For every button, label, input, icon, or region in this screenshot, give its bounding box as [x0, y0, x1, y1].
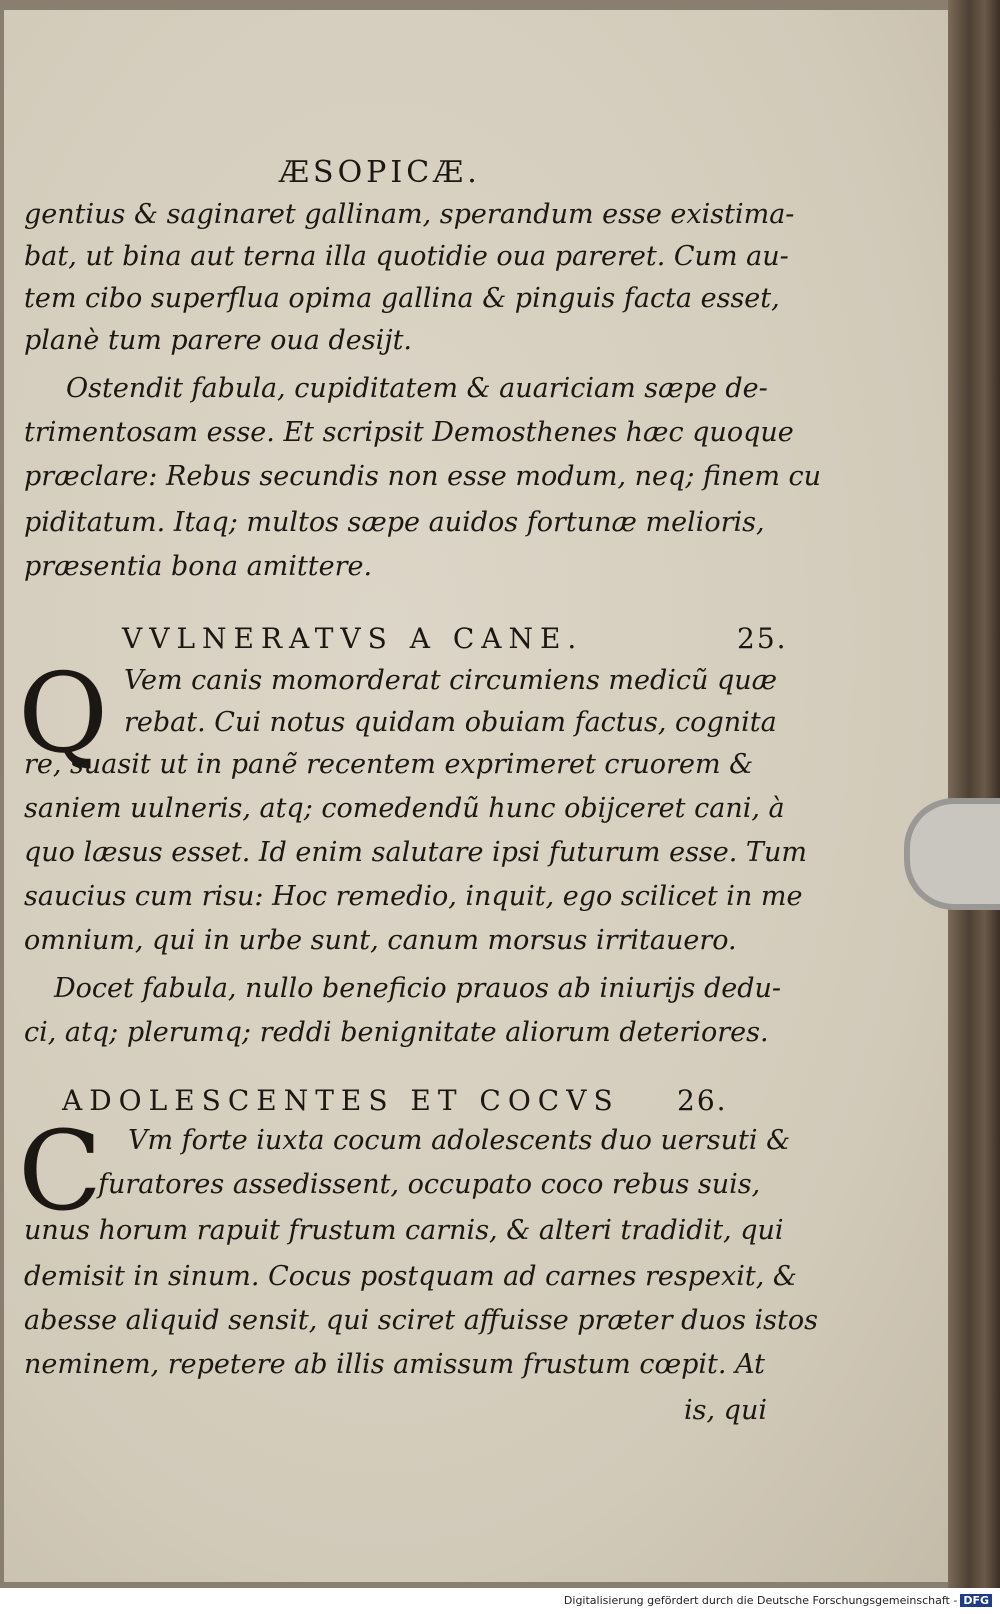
fable-heading: [62, 1084, 728, 1117]
moral-line: piditatum. Itaq; multos sæpe auidos fortunæ melioris,: [24, 507, 765, 538]
fable-heading: [122, 622, 788, 655]
text-line: rebat. Cui notus quidam obuiam factus, cognita: [124, 707, 777, 738]
text-line: Vm forte iuxta cocum adolescents duo uersuti &: [128, 1125, 791, 1156]
text-line: gentius & saginaret gallinam, sperandum esse existima-: [24, 199, 795, 230]
book-page: [4, 10, 954, 1582]
text-line: re, suasit ut in panẽ recentem exprimeret cruorem &: [24, 749, 754, 780]
drop-capital: C: [18, 1107, 103, 1235]
drop-capital: Q: [18, 649, 109, 777]
text-line: omnium, qui in urbe sunt, canum morsus irritauero.: [24, 925, 737, 956]
text-line: bat, ut bina aut terna illa quotidie oua pareret. Cum au-: [24, 241, 789, 272]
text-line: Vem canis momorderat circumiens medicũ quæ: [124, 665, 778, 696]
text-line: planè tum parere oua desijt.: [24, 325, 413, 356]
text-line: saucius cum risu: Hoc remedio, inquit, ego scilicet in me: [24, 881, 803, 912]
running-head: ÆSOPICÆ.: [279, 155, 481, 190]
fable-title: VVLNERATVS A CANE.: [122, 622, 584, 655]
moral-line: Docet fabula, nullo beneficio prauos ab iniurijs dedu-: [54, 973, 782, 1004]
text-line: furatores assedissent, occupato coco rebus suis,: [98, 1169, 761, 1200]
moral-line: præsentia bona amittere.: [24, 551, 373, 582]
moral-line: Ostendit fabula, cupiditatem & auariciam sæpe de-: [66, 373, 768, 404]
text-line: abesse aliquid sensit, qui sciret affuisse præter duos istos: [24, 1305, 818, 1336]
moral-line: ci, atq; plerumq; reddi benignitate aliorum deteriores.: [24, 1017, 769, 1048]
dfg-logo: DFG: [960, 1594, 992, 1607]
book-edge: [948, 0, 1000, 1588]
digitization-footer: [564, 1594, 992, 1607]
fable-number: 25.: [737, 622, 788, 655]
fable-title: ADOLESCENTES ET COCVS: [62, 1084, 620, 1117]
page-clasp: [904, 798, 1000, 910]
text-line: demisit in sinum. Cocus postquam ad carnes respexit, &: [24, 1261, 797, 1292]
text-line: quo læsus esset. Id enim salutare ipsi futurum esse. Tum: [24, 837, 807, 868]
fable-number: 26.: [677, 1084, 728, 1117]
text-line: is, qui: [684, 1395, 767, 1426]
text-line: unus horum rapuit frustum carnis, & alteri tradidit, qui: [24, 1215, 784, 1246]
text-line: neminem, repetere ab illis amissum frustum cœpit. At: [24, 1349, 765, 1380]
moral-line: trimentosam esse. Et scripsit Demosthenes hæc quoque: [24, 417, 794, 448]
moral-line: præclare: Rebus secundis non esse modum, neq; finem cu: [24, 461, 822, 492]
footer-text: Digitalisierung gefördert durch die Deutsche Forschungsgemeinschaft -: [563, 1594, 958, 1607]
text-line: saniem uulneris, atq; comedendũ hunc obijceret cani, à: [24, 793, 785, 824]
text-line: tem cibo superflua opima gallina & pinguis facta esset,: [24, 283, 780, 314]
